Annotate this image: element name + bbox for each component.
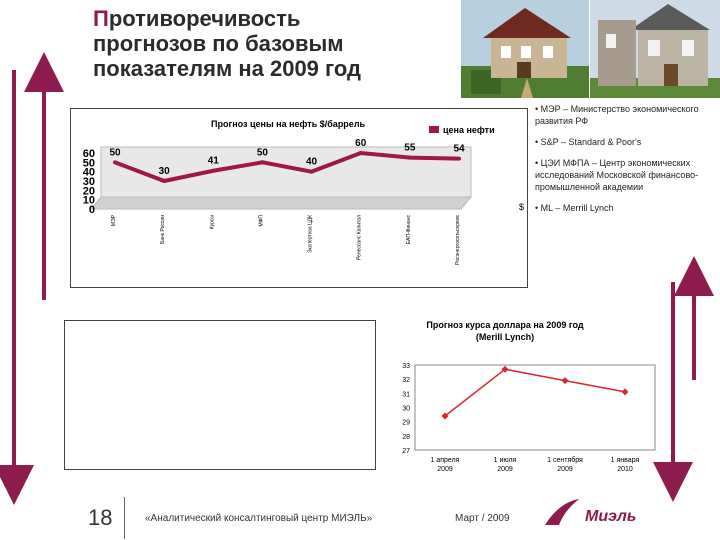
oil-y-tick: 0 — [88, 204, 95, 216]
oil-y-tick: 20 — [82, 185, 95, 198]
oil-data-point — [408, 156, 412, 160]
usd-y-tick: 28 — [402, 433, 410, 441]
usd-x-tick: 1 сентября 2009 — [547, 457, 583, 473]
oil-chart-plot-bg — [101, 147, 471, 197]
footer-date: Март / 2009 — [455, 513, 510, 524]
oil-x-tick: Курсы — [209, 215, 216, 230]
oil-y-tick: 40 — [82, 166, 95, 179]
usd-y-tick: 31 — [402, 391, 410, 399]
oil-data-label: 60 — [355, 138, 367, 149]
usd-y-tick: 33 — [402, 363, 410, 370]
oil-chart-floor — [91, 197, 471, 209]
note-cei: • ЦЭИ МФПА – Центр экономических исследований Московской финансово-промышленной академии — [535, 158, 699, 192]
footer-divider — [124, 497, 125, 539]
title-line-1: ротиворечивость — [108, 6, 301, 31]
oil-x-tick: МФП — [258, 215, 265, 227]
footer-company: «Аналитический консалтинговый центр МИЭЛЬ» — [145, 513, 373, 524]
page-title — [93, 6, 361, 81]
usd-y-tick: 30 — [402, 405, 410, 413]
oil-data-point — [260, 160, 264, 164]
house-photo-1 — [461, 0, 589, 98]
oil-data-label: 55 — [404, 142, 416, 154]
oil-x-tick: ЕАП-Финанс — [405, 215, 412, 245]
logo-text: Миэль — [585, 508, 637, 525]
oil-price-chart — [71, 109, 527, 287]
oil-x-tick: Ренессанс Капитал — [356, 215, 363, 260]
usd-y-tick: 32 — [402, 377, 410, 385]
note-ml: • ML – Merrill Lynch — [535, 203, 614, 213]
usd-x-tick: 1 апреля 2009 — [430, 457, 460, 473]
usd-plot-area — [415, 365, 655, 450]
company-logo — [541, 491, 646, 535]
oil-data-point — [457, 157, 461, 161]
title-line-3: показателям на 2009 год — [93, 56, 362, 81]
oil-x-tick: Банк России — [160, 215, 167, 244]
oil-legend-swatch — [429, 126, 439, 133]
usd-rate-chart — [380, 310, 670, 485]
usd-y-tick: 27 — [402, 448, 410, 455]
title-accent-letter: П — [93, 6, 109, 31]
usd-x-tick: 1 июля 2009 — [493, 457, 517, 473]
title-line-2: прогнозов по базовым — [93, 31, 344, 56]
abbreviation-notes — [535, 103, 713, 223]
oil-legend-label: цена нефти — [443, 125, 495, 135]
house-photo-2 — [590, 0, 720, 98]
oil-x-tick: Росэнергосетьсервис — [455, 215, 461, 265]
empty-chart-frame — [64, 320, 376, 470]
oil-data-point — [359, 151, 363, 155]
logo-mark — [545, 499, 579, 525]
oil-data-point — [310, 170, 314, 174]
oil-data-label: 30 — [158, 166, 170, 177]
oil-data-point — [162, 179, 166, 183]
oil-dollar-label: $ — [518, 202, 524, 212]
usd-y-tick: 29 — [402, 419, 410, 427]
oil-chart-title: Прогноз цены на нефть $/баррель — [211, 119, 366, 129]
note-mer: • МЭР – Министерство экономического развития РФ — [535, 104, 699, 126]
oil-data-label: 50 — [109, 147, 121, 159]
slide-number: 18 — [88, 505, 113, 530]
usd-x-tick: 1 января 2010 — [610, 457, 640, 473]
oil-price-chart-frame — [70, 108, 528, 288]
oil-y-tick: 10 — [82, 194, 95, 207]
oil-x-tick: Экспертиза ЦДК — [307, 214, 314, 254]
oil-data-point — [211, 169, 215, 173]
oil-x-tick: МЭР — [111, 215, 117, 227]
oil-data-label: 41 — [207, 155, 219, 167]
oil-data-label: 40 — [306, 156, 318, 168]
usd-chart-title: Прогноз курса доллара на 2009 год — [426, 320, 584, 330]
oil-y-tick: 60 — [82, 148, 95, 160]
oil-data-label: 50 — [256, 147, 268, 159]
note-sp: • S&P – Standard & Poor's — [535, 137, 642, 147]
oil-data-point — [113, 160, 117, 164]
oil-y-tick: 30 — [82, 176, 95, 188]
oil-y-tick: 50 — [82, 157, 95, 170]
oil-data-label: 54 — [453, 143, 465, 155]
usd-chart-subtitle: (Merill Lynch) — [475, 332, 535, 342]
